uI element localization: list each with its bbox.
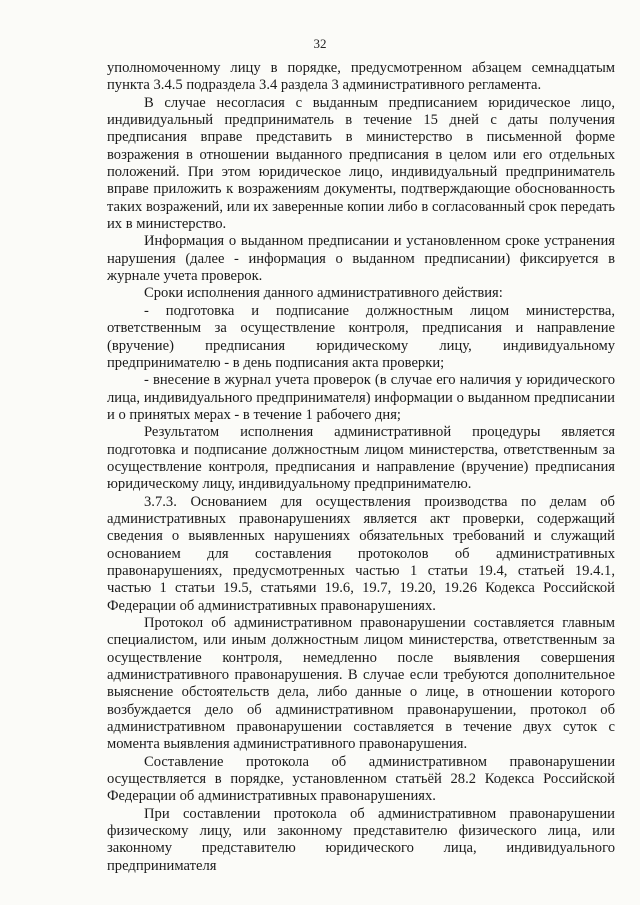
paragraph-9: Протокол об административном правонарушении составляется главным специалистом, или иным должностным лицом министерства, ответственным за осуществление контроля, немедленно после выявления совершения административного правонарушения. В случае если требуются дополнительное выяснение обстоятельств дела, либо данные о лице, в отношении которого возбуждается дело об административном правонарушении, протокол об административном правонарушении составляется в течение двух суток с момента выявления административного правонарушения.: [107, 615, 615, 753]
paragraph-11: При составлении протокола об административном правонарушении физическому лицу, или законному представителю физического лица, или законному представителю юридического лица, индивидуального предпринимателя: [107, 805, 615, 874]
paragraph-4: Сроки исполнения данного административного действия:: [144, 285, 503, 302]
paragraph-8: 3.7.3. Основанием для осуществления производства по делам об административных правонарушениях является акт проверки, содержащий сведения о выявленных нарушениях обязательных требований и служащий основанием для составления протоколов об административных правонарушениях, предусмотренных частью 1 статьи 19.4, статьей 19.4.1, частью 1 статьи 19.5, статьями 19.6, 19.7, 19.20, 19.26 Кодекса Российской Федерации об административных правонарушениях.: [107, 493, 615, 614]
paragraph-2: В случае несогласия с выданным предписанием юридическое лицо, индивидуальный предприниматель в течение 15 дней с даты получения предписания вправе представить в министерство в письменной форме возражения в отношении выданного предписания в целом или его отдельных положений. При этом юридическое лицо, индивидуальный предприниматель вправе приложить к возражениям документы, подтверждающие обоснованность таких возражений, или их заверенные копии либо в согласованный срок передать их в министерство.: [107, 94, 615, 233]
paragraph-3: Информация о выданном предписании и установленном сроке устранения нарушения (далее - информация о выданном предписании) фиксируется в журнале учета проверок.: [107, 233, 615, 285]
document-body: [107, 60, 615, 875]
paragraph-6: - внесение в журнал учета проверок (в случае его наличия у юридического лица, индивидуального предпринимателя) информации о выданном предписании и о принятых мерах - в течение 1 рабочего дня;: [107, 372, 615, 423]
paragraph-1: уполномоченному лицу в порядке, предусмотренном абзацем семнадцатым пункта 3.4.5 подраздела 3.4 раздела 3 административного регламента.: [107, 60, 615, 94]
page-number: 32: [313, 36, 327, 51]
paragraph-7: Результатом исполнения административной процедуры является подготовка и подписание должностным лицом министерства, ответственным за осуществление контроля, предписания и направление (вручение) предписания юридическому лицу, индивидуальному предпринимателю.: [107, 424, 615, 493]
paragraph-5: - подготовка и подписание должностным лицом министерства, ответственным за осуществление контроля, предписания и направление (вручение) предписания юридическому лицу, индивидуальному предпринимателю - в день подписания акта проверки;: [107, 302, 615, 371]
paragraph-10: Составление протокола об административном правонарушении осуществляется в порядке, установленном статьёй 28.2 Кодекса Российской Федерации об административных правонарушениях.: [107, 753, 615, 805]
